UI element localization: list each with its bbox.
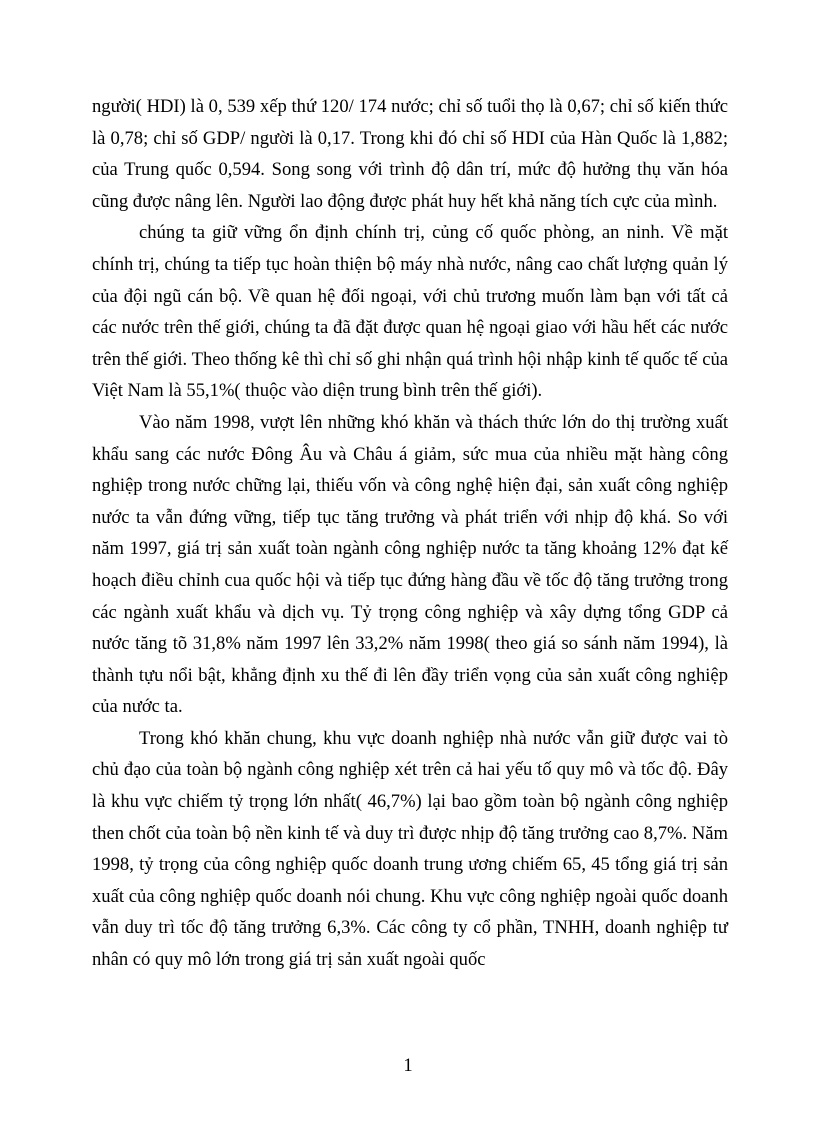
paragraph-hdi: người( HDI) là 0, 539 xếp thứ 120/ 174 nước; chỉ số tuổi thọ là 0,67; chỉ số kiến thức là 0,78; chỉ số GDP/ người là 0,17. Trong khi đó chỉ số HDI của Hàn Quốc là 1,882; của Trung quốc 0,594. Song song với trình độ dân trí, mức độ hưởng thụ văn hóa cũng được nâng lên. Người lao động được phát huy hết khả năng tích cực của mình. [92, 96, 728, 212]
paragraph-industry-1998: Vào năm 1998, vượt lên những khó khăn và thách thức lớn do thị trường xuất khẩu sang các nước Đông Âu và Châu á giảm, sức mua của nhiều mặt hàng công nghiệp trong nước chững lại, thiếu vốn và công nghệ hiện đại, sản xuất công nghiệp nước ta vẫn đứng vững, tiếp tục tăng trưởng và phát triển với nhịp độ khá. So với năm 1997, giá trị sản xuất toàn ngành công nghiệp nước ta tăng khoảng 12% đạt kế hoạch điều chỉnh cua quốc hội và tiếp tục đứng hàng đầu về tốc độ tăng trưởng trong các ngành xuất khẩu và dịch vụ. Tỷ trọng công nghiệp và xây dựng tổng GDP cả nước tăng tõ 31,8% năm 1997 lên 33,2% năm 1998( theo giá so sánh năm 1994), là thành tựu nổi bật, khẳng định xu thế đi lên đầy triển vọng của sản xuất công nghiệp của nước ta. [92, 411, 728, 718]
paragraph-state-enterprises: Trong khó khăn chung, khu vực doanh nghiệp nhà nước vẫn giữ được vai tò chủ đạo của toàn bộ ngành công nghiệp xét trên cả hai yếu tố quy mô và tốc độ. Đây là khu vực chiếm tỷ trọng lớn nhất( 46,7%) lại bao gồm toàn bộ ngành công nghiệp then chốt của toàn bộ nền kinh tế và duy trì được nhịp độ tăng trưởng cao 8,7%. Năm 1998, tỷ trọng của công nghiệp quốc doanh trung ương chiếm 65, 45 tổng giá trị sản xuất của công nghiệp quốc doanh nói chung. Khu vực công nghiệp ngoài quốc doanh vẫn duy trì tốc độ tăng trưởng 6,3%. Các công ty cổ phần, TNHH, doanh nghiệp tư nhân có quy mô lớn trong giá trị sản xuất ngoài quốc [92, 727, 728, 971]
page-number: 1 [403, 1055, 413, 1076]
paragraph-politics: chúng ta giữ vững ổn định chính trị, củng cố quốc phòng, an ninh. Về mặt chính trị, chúng ta tiếp tục hoàn thiện bộ máy nhà nước, nâng cao chất lượng quản lý của đội ngũ cán bộ. Về quan hệ đối ngoại, với chủ trương muốn làm bạn với tất cả các nước trên thế giới, chúng ta đã đặt được quan hệ ngoại giao với hầu hết các nước trên thế giới. Theo thống kê thì chỉ số ghi nhận quá trình hội nhập kinh tế quốc tế của Việt Nam là 55,1%( thuộc vào diện trung bình trên thế giới). [92, 222, 728, 402]
document-page [92, 91, 728, 976]
